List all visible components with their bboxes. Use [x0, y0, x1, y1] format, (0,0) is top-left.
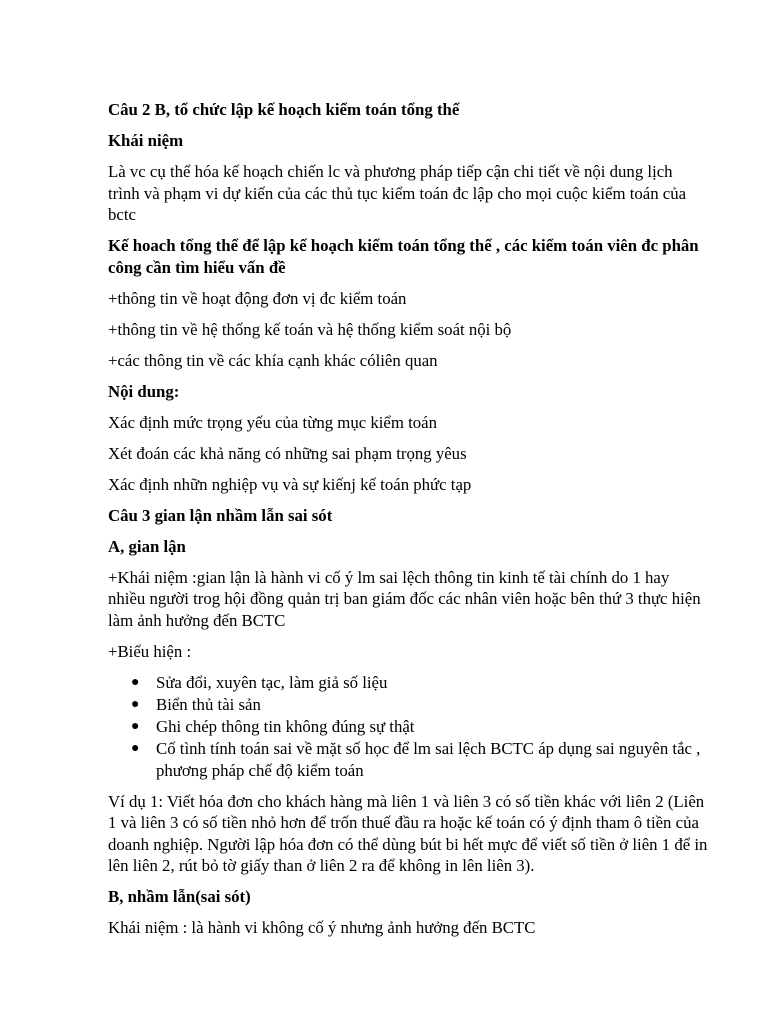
list-item [131, 694, 708, 716]
plus-item-khia-canh: +các thông tin về các khía cạnh khác cóliên quan [108, 350, 438, 370]
list-item-text: Sửa đổi, xuyên tạc, làm giả số liệu [156, 672, 388, 692]
heading-ke-hoach-tong-the: Kế hoach tổng thể để lập kế hoạch kiểm toán tổng thể , các kiểm toán viên đc phân công cần tìm hiểu vấn đề [108, 236, 699, 277]
heading-nham-lan: B, nhầm lẫn(sai sót) [108, 887, 251, 906]
bullet-icon: ● [131, 696, 140, 712]
paragraph-khai-niem: Là vc cụ thể hóa kế hoạch chiến lc và phương pháp tiếp cận chi tiết về nội dung lịch trình và phạm vi dự kiến của các thủ tục kiểm toán đc lập cho mọi cuộc kiểm toán của bctc [108, 162, 687, 224]
list-item [131, 672, 708, 694]
noi-dung-item: Xét đoán các khả năng có những sai phạm trọng yêus [108, 443, 467, 463]
list-item [131, 716, 708, 738]
document-content [108, 99, 708, 948]
paragraph-nham-lan-definition: Khái niệm : là hành vi không cố ý nhưng ảnh hưởng đến BCTC [108, 918, 536, 937]
section-title-cau2: Câu 2 B, tổ chức lập kế hoạch kiểm toán tổng thể [108, 100, 460, 119]
list-item [131, 738, 708, 782]
paragraph-vi-du: Ví dụ 1: Viết hóa đơn cho khách hàng mà liên 1 và liên 3 có số tiền khác với liên 2 (Liên 1 và liên 3 có số tiền nhỏ hơn để trốn thuế đầu ra hoặc kế toán có ý định tham ô tiền của doanh nghiệp. Người lập hóa đơn có thể dùng bút bi hết mực để viết số tiền ở liên 1 để in lên liên 2, rút bỏ tờ giấy than ở liên 2 ra để không in lên liên 3). [108, 791, 708, 875]
bullet-icon: ● [131, 674, 140, 690]
list-item-text: Ghi chép thông tin không đúng sự thật [156, 716, 415, 736]
plus-item-he-thong: +thông tin về hệ thống kế toán và hệ thống kiểm soát nội bộ [108, 319, 512, 339]
list-item-text: Biển thủ tài sản [156, 694, 261, 714]
bullet-icon: ● [131, 718, 140, 734]
section-title-cau3: Câu 3 gian lận nhầm lẫn sai sót [108, 505, 333, 525]
label-bieu-hien: +Biểu hiện : [108, 641, 192, 661]
noi-dung-item: Xác định nhữn nghiệp vụ và sự kiếnj kế toán phức tạp [108, 474, 472, 494]
heading-noi-dung: Nội dung: [108, 381, 180, 401]
paragraph-gian-lan-definition: +Khái niệm :gian lận là hành vi cố ý lm sai lệch thông tin kinh tế tài chính do 1 hay nhiều người trog hội đồng quản trị ban giám đốc các nhân viên hoặc bên thứ 3 thực hiện làm ảnh hưởng đến BCTC [108, 567, 701, 630]
bieu-hien-list [108, 672, 708, 782]
noi-dung-item: Xác định mức trọng yếu của từng mục kiểm toán [108, 412, 438, 432]
list-item-text: Cố tình tính toán sai về mặt số học để lm sai lệch BCTC áp dụng sai nguyên tắc , phương pháp chế độ kiểm toán [156, 738, 701, 780]
heading-khai-niem: Khái niệm [108, 131, 184, 150]
heading-gian-lan: A, gian lận [108, 536, 186, 556]
bullet-icon: ● [131, 740, 140, 756]
plus-item-hoat-dong: +thông tin về hoạt động đơn vị đc kiểm toán [108, 288, 407, 308]
